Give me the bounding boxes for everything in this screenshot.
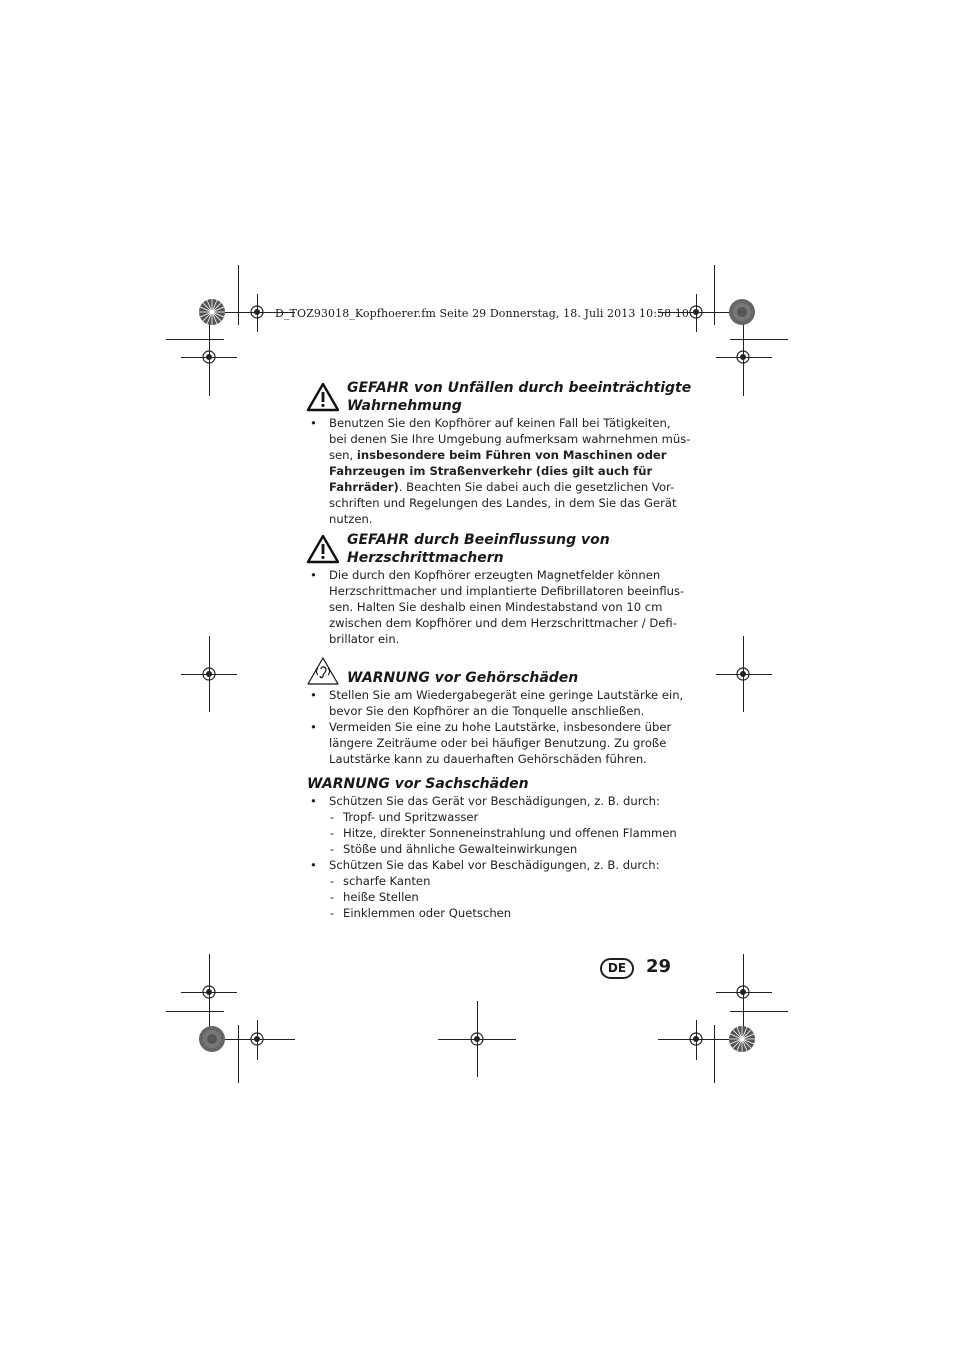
warning-triangle-icon <box>306 534 340 564</box>
sub-list-item: heiße Stellen <box>343 890 419 904</box>
section-heading: WARNUNG vor Gehörschäden <box>347 670 579 686</box>
paragraph-line: Benutzen Sie den Kopfhörer auf keinen Fall bei Tätigkeiten, <box>329 416 671 430</box>
paragraph-line: nutzen. <box>329 512 373 526</box>
paragraph-line: Die durch den Kopfhörer erzeugten Magnetfelder können <box>329 568 661 582</box>
paragraph-line <box>329 479 674 495</box>
dash: - <box>330 842 335 856</box>
paragraph-line: bei denen Sie Ihre Umgebung aufmerksam wahrnehmen müs- <box>329 432 691 446</box>
paragraph-line: Schützen Sie das Gerät vor Beschädigungen, z. B. durch: <box>329 794 660 808</box>
sub-list-item: Stöße und ähnliche Gewalteinwirkungen <box>343 842 578 856</box>
paragraph-line: Herzschrittmacher und implantierte Defibrillatoren beeinflus- <box>329 584 685 598</box>
paragraph-line: zwischen dem Kopfhörer und dem Herzschrittmacher / Defi- <box>329 616 677 630</box>
trim-line <box>166 339 224 340</box>
trim-line <box>714 1025 715 1083</box>
section-heading: WARNUNG vor Sachschäden <box>307 776 529 792</box>
warning-triangle-icon <box>306 382 340 412</box>
paragraph-line <box>329 447 667 463</box>
registration-mark-icon <box>734 665 752 683</box>
paragraph-line: Lautstärke kann zu dauerhaften Gehörschäden führen. <box>329 752 647 766</box>
paragraph-line: sen. Halten Sie deshalb einen Mindestabstand von 10 cm <box>329 600 663 614</box>
trim-line <box>166 1011 224 1012</box>
bold-text: Fahrräder) <box>329 480 399 494</box>
registration-mark-icon <box>687 303 705 321</box>
page-number: 29 <box>646 956 672 977</box>
trim-line <box>730 1011 788 1012</box>
sub-list-item: Tropf- und Spritzwasser <box>343 810 479 824</box>
paragraph-line: Stellen Sie am Wiedergabegerät eine geringe Lautstärke ein, <box>329 688 684 702</box>
paragraph-line: Schützen Sie das Kabel vor Beschädigungen, z. B. durch: <box>329 858 660 872</box>
section-heading: Herzschrittmachern <box>347 550 504 566</box>
sub-list-item: scharfe Kanten <box>343 874 431 888</box>
bullet: • <box>310 568 317 582</box>
registration-mark-icon <box>200 665 218 683</box>
sub-list-item: Hitze, direkter Sonneneinstrahlung und offenen Flammen <box>343 826 677 840</box>
dash: - <box>330 810 335 824</box>
trim-line <box>730 339 788 340</box>
bullet: • <box>310 794 317 808</box>
section-heading: GEFAHR von Unfällen durch beeinträchtigte <box>347 380 692 396</box>
text-span: . Beachten Sie dabei auch die gesetzlichen Vor- <box>398 480 675 494</box>
section-heading: GEFAHR durch Beeinflussung von <box>347 532 610 548</box>
dash: - <box>330 890 335 904</box>
registration-mark-icon <box>248 1030 266 1048</box>
paragraph-line: schriften und Regelungen des Landes, in dem Sie das Gerät <box>329 496 677 510</box>
color-target-icon <box>198 298 226 326</box>
paragraph-line: bevor Sie den Kopfhörer an die Tonquelle anschließen. <box>329 704 645 718</box>
bold-text: insbesondere beim Führen von Maschinen oder <box>356 448 667 462</box>
color-target-icon <box>728 1025 756 1053</box>
bullet: • <box>310 688 317 702</box>
color-target-icon <box>198 1025 226 1053</box>
dash: - <box>330 826 335 840</box>
paragraph-line <box>329 463 652 479</box>
trim-line <box>714 265 715 325</box>
paragraph-line: Vermeiden Sie eine zu hohe Lautstärke, insbesondere über <box>329 720 672 734</box>
text-span: sen, <box>329 448 357 462</box>
trim-line <box>238 265 239 325</box>
language-badge: DE <box>600 958 634 979</box>
registration-mark-icon <box>200 348 218 366</box>
trim-line <box>238 1025 239 1083</box>
registration-mark-icon <box>687 1030 705 1048</box>
sub-list-item: Einklemmen oder Quetschen <box>343 906 512 920</box>
bullet: • <box>310 858 317 872</box>
section-heading: Wahrnehmung <box>347 398 462 414</box>
bold-text: Fahrzeugen im Straßenverkehr (dies gilt auch für <box>329 464 653 478</box>
dash: - <box>330 906 335 920</box>
registration-mark-icon <box>468 1030 486 1048</box>
bullet: • <box>310 416 317 430</box>
paragraph-line: brillator ein. <box>329 632 400 646</box>
paragraph-line: längere Zeiträume oder bei häufiger Benutzung. Zu große <box>329 736 667 750</box>
registration-mark-icon <box>734 348 752 366</box>
dash: - <box>330 874 335 888</box>
file-header: D_TOZ93018_Kopfhoerer.fm Seite 29 Donnerstag, 18. Juli 2013 10:58 10 <box>275 307 690 320</box>
hearing-warning-icon <box>306 656 340 686</box>
color-target-icon <box>728 298 756 326</box>
registration-mark-icon <box>200 983 218 1001</box>
bullet: • <box>310 720 317 734</box>
registration-mark-icon <box>248 303 266 321</box>
registration-mark-icon <box>734 983 752 1001</box>
